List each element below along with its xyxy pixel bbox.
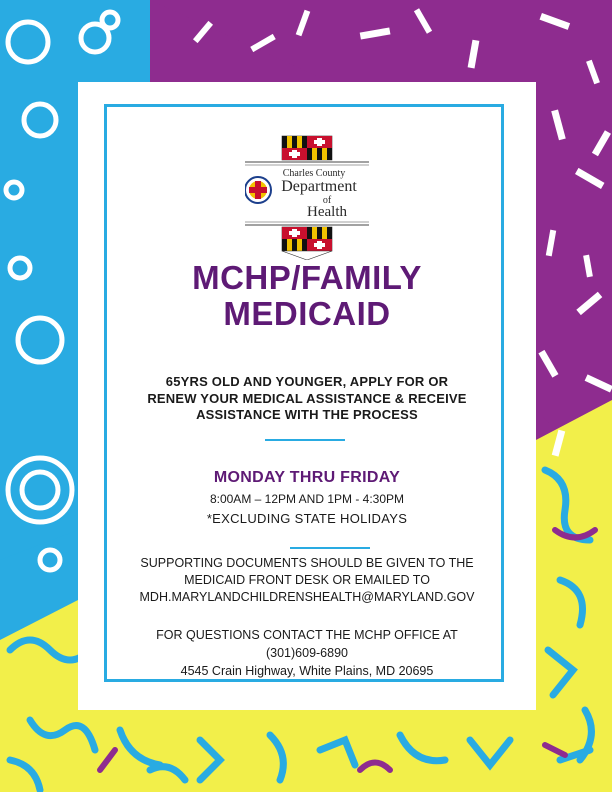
- contact-info: [78, 626, 536, 680]
- schedule-note: *EXCLUDING STATE HOLIDAYS: [206, 511, 408, 526]
- subtitle: [78, 374, 536, 424]
- flyer-card: [78, 82, 536, 710]
- documents-line-2: MEDICAID FRONT DESK OR EMAILED TO: [184, 573, 430, 587]
- logo-line-4: Health: [307, 204, 347, 220]
- logo-line-3: of: [322, 195, 332, 206]
- title-line-1: MCHP/FAMILY: [192, 259, 422, 296]
- subtitle-line-1: 65YRS OLD AND YOUNGER, APPLY FOR OR: [165, 374, 449, 389]
- documents-email[interactable]: MDH.MARYLANDCHILDRENSHEALTH@MARYLAND.GOV: [139, 590, 475, 604]
- contact-line-1: FOR QUESTIONS CONTACT THE MCHP OFFICE AT: [156, 628, 458, 642]
- divider-1: [265, 439, 345, 441]
- schedule-hours: 8:00AM – 12PM AND 1PM - 4:30PM: [209, 492, 405, 506]
- logo-line-1: Charles County: [282, 168, 346, 179]
- contact-address: 4545 Crain Highway, White Plains, MD 20695: [180, 664, 434, 678]
- health-department-logo: [245, 134, 369, 260]
- title-line-2: MEDICAID: [223, 295, 391, 332]
- subtitle-line-3: ASSISTANCE WITH THE PROCESS: [196, 407, 418, 422]
- schedule-days: MONDAY THRU FRIDAY: [213, 469, 401, 486]
- documents-line-1: SUPPORTING DOCUMENTS SHOULD BE GIVEN TO THE: [140, 556, 474, 570]
- subtitle-line-2: RENEW YOUR MEDICAL ASSISTANCE & RECEIVE: [147, 390, 467, 406]
- contact-phone[interactable]: (301)609-6890: [265, 646, 348, 660]
- documents-info: [78, 555, 536, 606]
- logo-line-2: Department: [281, 178, 357, 195]
- page-title: [78, 260, 536, 332]
- divider-2: [290, 547, 370, 549]
